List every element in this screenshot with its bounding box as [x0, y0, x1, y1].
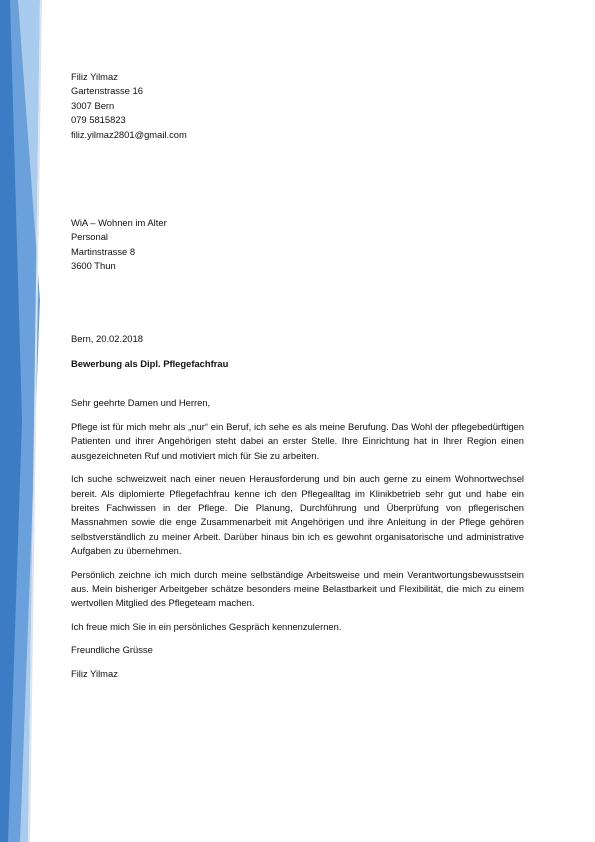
paragraph-1: Pflege ist für mich mehr als „nur“ ein Beruf, ich sehe es als meine Berufung. Das Wohl der pflegebedürftigen Patienten und ihrer Angehörigen steht dabei an erster Stelle. Ihre Einrichtung hat in Ihrer Region einen ausgezeichneten Ruf und motiviert mich für Sie zu arbeiten. [71, 420, 524, 461]
sender-address [71, 70, 524, 142]
paragraph-2: Ich suche schweizweit nach einer neuen Herausforderung und bin auch gerne zu einem Wohnortwechsel bereit. Als diplomierte Pflegefachfrau kenne ich den Pflegealltag im Klinikbetrieb sehr gut und habe ein breites Fachwissen in der Pflege. Die Planung, Durchführung und Überprüfung von pflegerischen Massnahmen sowie die enge Zusammenarbeit mit Angehörigen und ihre Anleitung in der Pflege gehören selbstverständlich zu meiner Arbeit. Darüber hinaus bin ich es gewohnt organisatorische und administrative Aufgaben zu übernehmen. [71, 473, 524, 557]
decorative-side-band [0, 0, 60, 842]
sender-name: Filiz Yilmaz [71, 71, 118, 82]
recipient-street: Martinstrasse 8 [71, 245, 136, 257]
date-line: Bern, 20.02.2018 [71, 332, 143, 344]
paragraph-3: Persönlich zeichne ich mich durch meine selbständige Arbeitsweise und mein Verantwortungsbewusstsein aus. Mein bisheriger Arbeitgeber schätze besonders meine Belastbarkeit und Flexibilität, die mich zu einem wertvollen Mitglied des Pflegeteam machen. [71, 568, 524, 609]
closing: Freundliche Grüsse [71, 644, 153, 656]
recipient-address [71, 216, 524, 274]
sender-street: Gartenstrasse 16 [71, 85, 143, 97]
subject-line: Bewerbung als Dipl. Pflegefachfrau [71, 358, 229, 370]
recipient-org: WiA – Wohnen im Alter [71, 217, 167, 229]
recipient-department: Personal [71, 231, 109, 243]
letter-page [71, 70, 524, 681]
sender-email: filiz.yilmaz2801@gmail.com [71, 128, 187, 140]
paragraph-4: Ich freue mich Sie in ein persönliches Gespräch kennenzulernen. [71, 620, 342, 632]
sender-city: 3007 Bern [71, 99, 115, 111]
salutation: Sehr geehrte Damen und Herren, [71, 397, 211, 409]
recipient-city: 3600 Thun [71, 260, 116, 272]
sender-phone: 079 5815823 [71, 114, 126, 126]
signature: Filiz Yilmaz [71, 667, 118, 679]
